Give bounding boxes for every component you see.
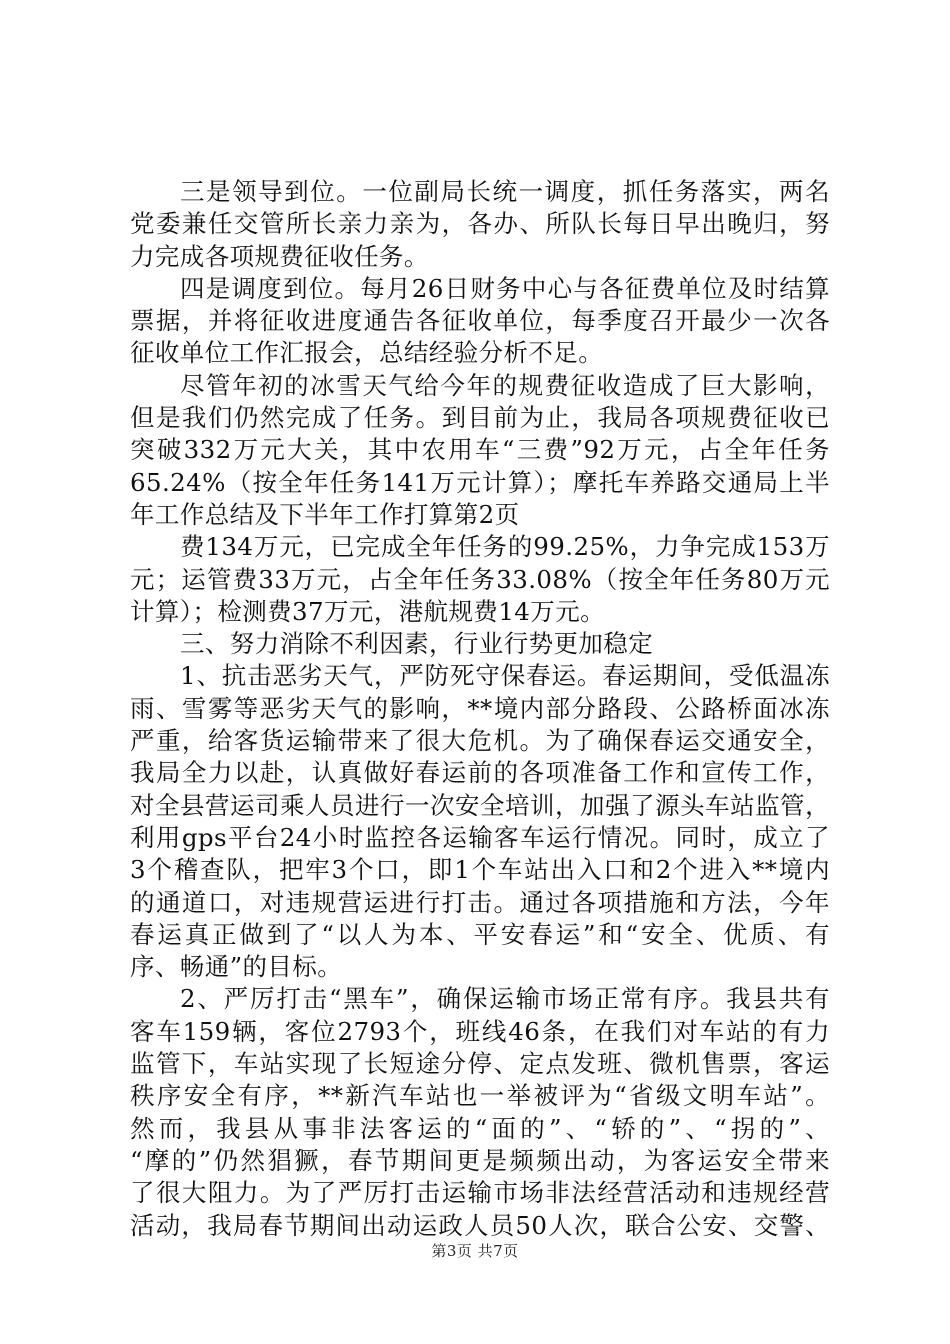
text-line: 年工作总结及下半年工作打算第2页 (130, 499, 520, 529)
text-line: 党委兼任交管所长亲力亲为，各办、所队长每日早出晚归，努 (130, 209, 830, 239)
text-line: 监管下，车站实现了长短途分停、定点发班、微机售票，客运 (130, 1049, 830, 1079)
text-line: 三是领导到位。一位副局长统一调度，抓任务落实，两名 (180, 177, 830, 206)
text-line: 但是我们仍然完成了任务。到目前为止，我局各项规费征收已 (130, 403, 830, 433)
text-line: 突破332万元大关，其中农用车“三费”92万元，占全年任务 (130, 435, 830, 465)
text-line: 了很大阻力。为了严厉打击运输市场非法经营活动和违规经营 (130, 1178, 830, 1208)
text-line: 的通道口，对违规营运进行打击。通过各项措施和方法，今年 (130, 887, 830, 917)
text-line: 序、畅通”的目标。 (130, 952, 343, 982)
text-line: 秩序安全有序，**新汽车站也一举被评为“省级文明车站”。 (130, 1081, 830, 1111)
text-line: 65.24%（按全年任务141万元计算）；摩托车养路交通局上半 (130, 467, 830, 497)
text-line: “摩的”仍然猖獗，春节期间更是频频出动，为客运安全带来 (130, 1145, 830, 1175)
text-line: 3个稽查队，把牢3个口，即1个车站出入口和2个进入**境内 (130, 855, 830, 885)
text-line: 票据，并将征收进度通告各征收单位，每季度召开最少一次各 (130, 306, 830, 336)
text-line: 客车159辆，客位2793个，班线46条，在我们对车站的有力 (130, 1016, 830, 1046)
text-line: 雨、雪雾等恶劣天气的影响，**境内部分路段、公路桥面冰冻 (130, 693, 830, 723)
text-line: 利用gps平台24小时监控各运输客车运行情况。同时，成立了 (130, 822, 830, 852)
section-heading: 三、努力消除不利因素，行业行势更加稳定 (180, 629, 654, 659)
text-line: 1、抗击恶劣天气，严防死守保春运。春运期间，受低温冻 (180, 661, 830, 691)
text-line: 2、严厉打击“黑车”，确保运输市场正常有序。我县共有 (180, 984, 830, 1014)
text-line: 费134万元，已完成全年任务的99.25%，力争完成153万 (180, 532, 830, 562)
text-line: 对全县营运司乘人员进行一次安全培训，加强了源头车站监管， (130, 790, 830, 820)
text-line: 春运真正做到了“以人为本、平安春运”和“安全、优质、有 (130, 919, 830, 949)
text-line: 计算）；检测费37万元，港航规费14万元。 (130, 596, 605, 626)
text-line: 四是调度到位。每月26日财务中心与各征费单位及时结算 (180, 273, 830, 303)
text-line: 尽管年初的冰雪天气给今年的规费征收造成了巨大影响， (180, 370, 830, 400)
page-number-footer: 第3页 共7页 (431, 1242, 519, 1260)
document-body (130, 176, 830, 1242)
text-line: 然而，我县从事非法客运的“面的”、“轿的”、“拐的”、 (130, 1113, 830, 1143)
text-line: 征收单位工作汇报会，总结经验分析不足。 (130, 338, 604, 368)
text-line: 元；运管费33万元，占全年任务33.08%（按全年任务80万元 (130, 564, 830, 594)
text-line: 活动，我局春节期间出动运政人员50人次，联合公安、交警、 (130, 1210, 830, 1240)
text-line: 我局全力以赴，认真做好春运前的各项准备工作和宣传工作， (130, 758, 830, 788)
text-line: 严重，给客货运输带来了很大危机。为了确保春运交通安全， (130, 726, 830, 756)
text-line: 力完成各项规费征收任务。 (130, 241, 429, 271)
